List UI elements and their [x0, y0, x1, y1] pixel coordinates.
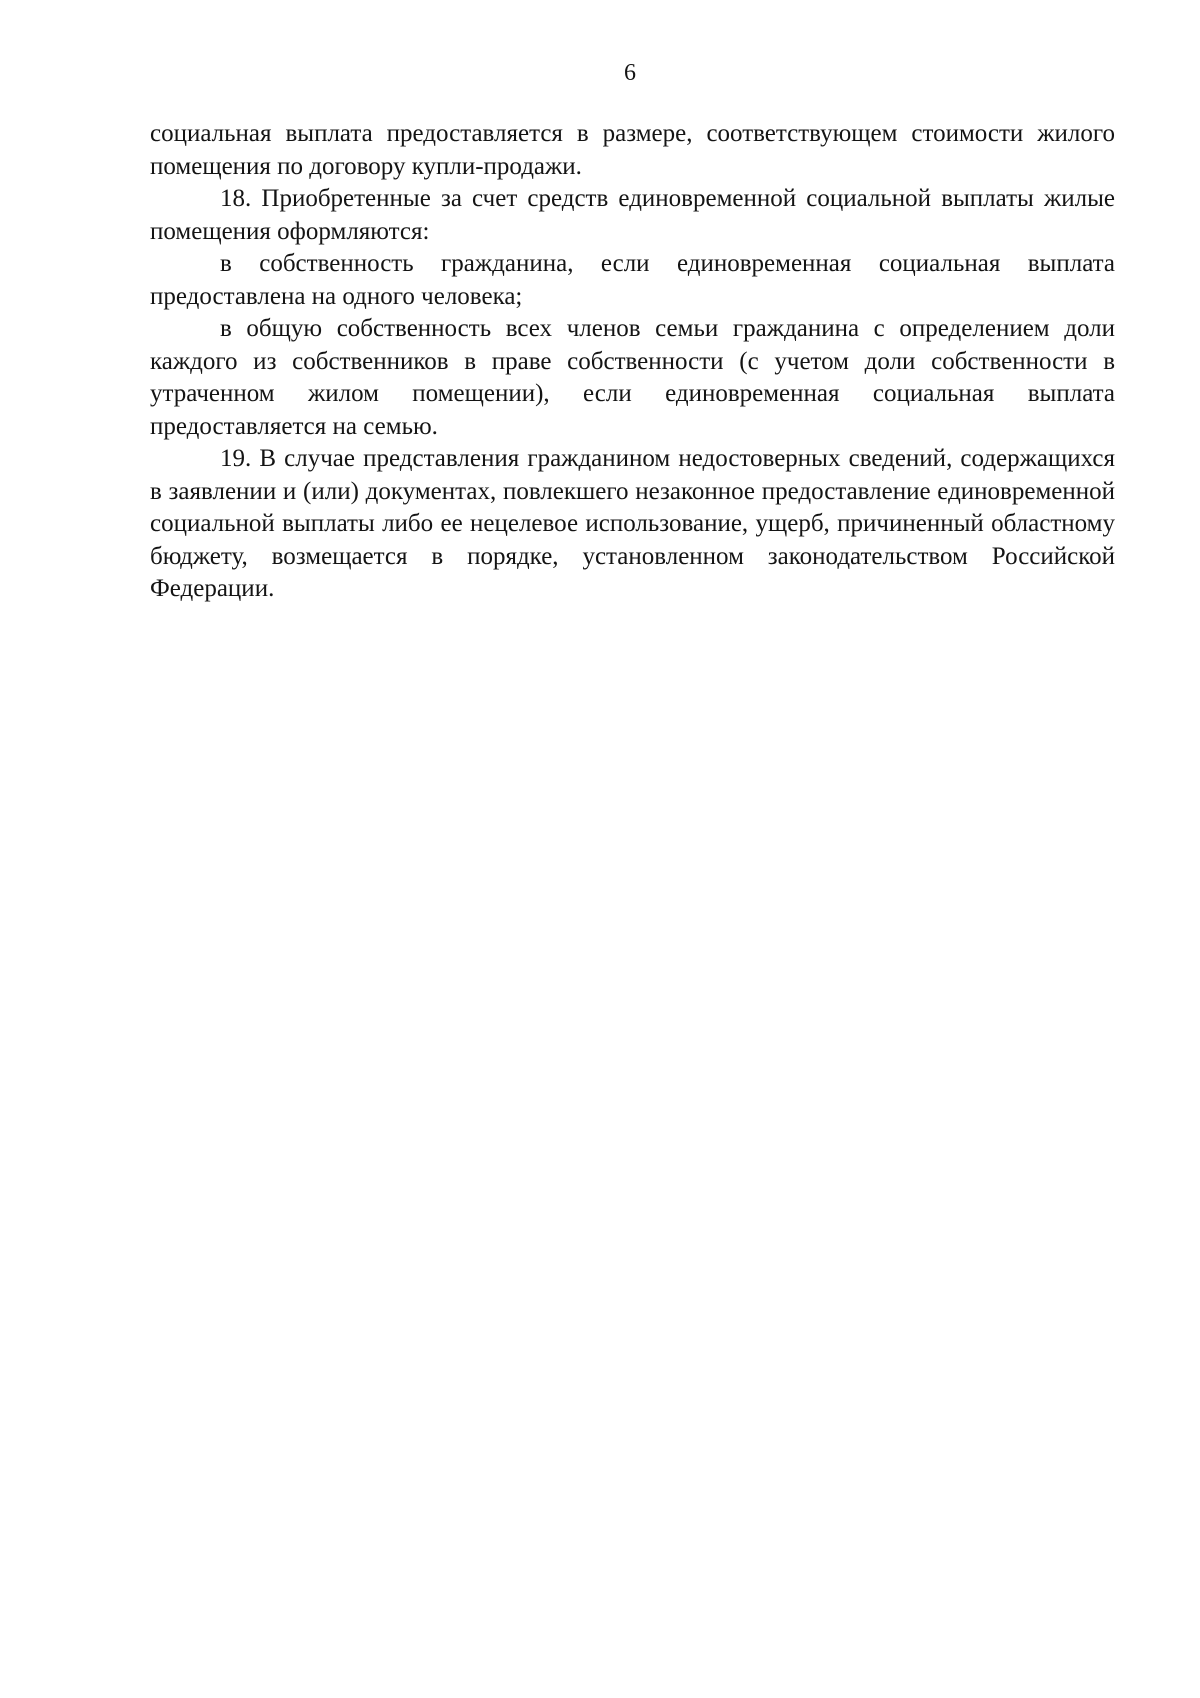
paragraph-continuation: социальная выплата предоставляется в размере, соответствующем стоимости жилого помещения по договору купли-продажи. [150, 120, 1115, 180]
paragraph-item-19: 19. В случае представления гражданином недостоверных сведений, содержащихся в заявлении и (или) документах, повлекшего незаконное предоставление единовременной социальной выплаты либо ее нецелевое использование, ущерб, причиненный областному бюджету, возмещается в порядке, установленном законодательством Российской Федерации. [150, 445, 1115, 602]
document-body [150, 118, 1115, 606]
page-number: 6 [624, 60, 636, 86]
paragraph-shared-ownership: в общую собственность всех членов семьи гражданина с определением доли каждого из собственников в праве собственности (с учетом доли собственности в утраченном жилом помещении), если единовременная социальная выплата предоставляется на семью. [150, 315, 1115, 440]
paragraph-individual-ownership: в собственность гражданина, если единовременная социальная выплата предоставлена на одного человека; [150, 250, 1115, 310]
paragraph-item-18: 18. Приобретенные за счет средств единовременной социальной выплаты жилые помещения оформляются: [150, 185, 1115, 245]
